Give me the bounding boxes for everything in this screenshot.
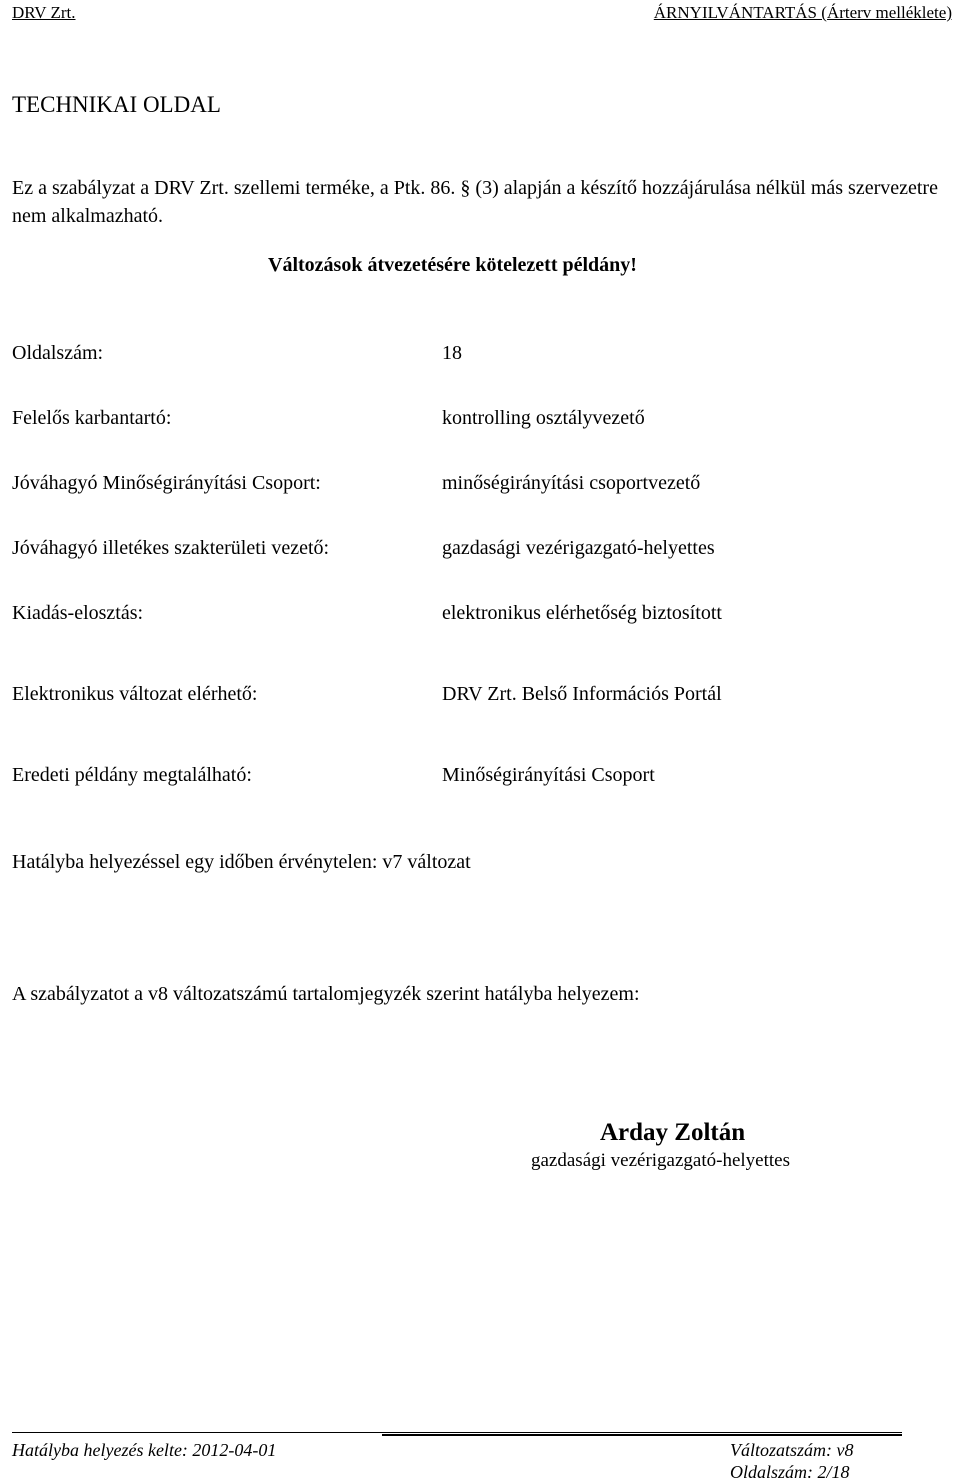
field-label-maintainer: Felelős karbantartó: xyxy=(12,407,172,429)
copyright-notice: Ez a szabályzat a DRV Zrt. szellemi terméke, a Ptk. 86. § (3) alapján a készítő hozzájárulása nélkül más szervezetre nem alkalmazható. xyxy=(12,177,938,227)
field-label-domain-approver: Jóváhagyó illetékes szakterületi vezető: xyxy=(12,537,330,559)
field-label-distribution: Kiadás-elosztás: xyxy=(12,602,144,624)
field-label-original-location: Eredeti példány megtalálható: xyxy=(12,764,252,786)
page-title: TECHNIKAI OLDAL xyxy=(12,92,221,117)
enactment-statement: A szabályzatot a v8 változatszámú tartalomjegyzék szerint hatályba helyezem: xyxy=(12,983,640,1005)
invalidation-statement: Hatályba helyezéssel egy időben érvénytelen: v7 változat xyxy=(12,851,471,873)
controlled-copy-notice: Változások átvezetésére kötelezett példány! xyxy=(268,254,637,276)
footer-version: Változatszám: v8 xyxy=(730,1440,854,1460)
field-label-electronic-version: Elektronikus változat elérhető: xyxy=(12,683,258,705)
field-value-qm-approver: minőségirányítási csoportvezető xyxy=(442,472,701,494)
field-label-page-count: Oldalszám: xyxy=(12,342,104,364)
field-value-maintainer: kontrolling osztályvezető xyxy=(442,407,645,429)
signatory-name: Arday Zoltán xyxy=(600,1119,746,1146)
header-company: DRV Zrt. xyxy=(12,3,76,22)
footer-divider-thick xyxy=(382,1434,902,1436)
footer-page-number: Oldalszám: 2/18 xyxy=(730,1462,850,1482)
field-value-domain-approver: gazdasági vezérigazgató-helyettes xyxy=(442,537,715,559)
footer-divider xyxy=(12,1432,902,1433)
field-label-qm-approver: Jóváhagyó Minőségirányítási Csoport: xyxy=(12,472,321,494)
field-value-page-count: 18 xyxy=(442,342,462,364)
signatory-role: gazdasági vezérigazgató-helyettes xyxy=(531,1150,790,1171)
field-value-original-location: Minőségirányítási Csoport xyxy=(442,764,655,786)
header-document-title: ÁRNYILVÁNTARTÁS (Árterv melléklete) xyxy=(653,3,952,22)
field-value-distribution: elektronikus elérhetőség biztosított xyxy=(442,602,722,624)
footer-effective-date: Hatályba helyezés kelte: 2012-04-01 xyxy=(12,1440,277,1460)
field-value-electronic-version: DRV Zrt. Belső Információs Portál xyxy=(442,683,722,705)
